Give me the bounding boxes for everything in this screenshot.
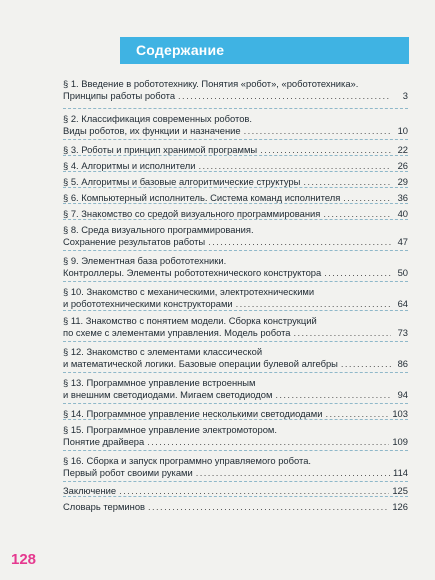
toc-entry-page: 114: [393, 467, 408, 478]
toc-entry-title-line: § 9. Элементная база робототехники.: [63, 255, 227, 266]
toc-entry-title-line: Словарь терминов: [63, 501, 146, 512]
toc-entry[interactable]: [63, 424, 408, 448]
toc-entry-title-line: Заключение: [63, 485, 117, 496]
toc-separator: [63, 403, 408, 404]
toc-entry-title-line: § 16. Сборка и запуск программно управляемого робота.: [63, 455, 312, 466]
toc-entry-title-line: § 11. Знакомство с понятием модели. Сборка конструкций: [63, 315, 317, 326]
toc-separator: [63, 171, 408, 172]
toc-entry-title-line: § 4. Алгоритмы и исполнители: [63, 160, 196, 171]
toc-entry-title-line: § 10. Знакомство с механическими, электротехническими: [63, 286, 315, 297]
toc-entry-title-line: § 8. Среда визуального программирования.: [63, 224, 254, 235]
toc-entry-page: 47: [397, 236, 408, 247]
toc-separator: [63, 372, 408, 373]
toc-entry-title-line: Сохранение результатов работы: [63, 236, 206, 247]
toc-entry-title-line: по схеме с элементами управления. Модель робота: [63, 327, 291, 338]
toc-entry[interactable]: [63, 377, 408, 401]
toc-separator: [63, 219, 408, 220]
leader-dots: [244, 125, 391, 137]
toc-entry-title-line: и внешним светодиодами. Мигаем светодиодом: [63, 389, 273, 400]
toc-separator: [63, 481, 408, 482]
toc-separator: [63, 155, 408, 156]
toc-entry-page: 40: [397, 208, 408, 219]
toc-entry[interactable]: [63, 113, 408, 137]
toc-separator: [63, 341, 408, 342]
leader-dots: [236, 298, 391, 310]
toc-separator: [63, 310, 408, 311]
toc-entry[interactable]: [63, 315, 408, 339]
toc-entry[interactable]: [63, 455, 408, 479]
toc-entry-title-line: § 14. Программное управление несколькими светодиодами: [63, 408, 323, 419]
toc-entry-page: 50: [397, 267, 408, 278]
toc-separator: [63, 496, 408, 497]
toc-entry-title-line: Принципы работы робота: [63, 90, 176, 101]
toc-entry-title-line: § 5. Алгоритмы и базовые алгоритмические структуры: [63, 176, 301, 187]
toc-entry-title-line: и робототехническими конструкторами: [63, 298, 233, 309]
toc-entry-page: 103: [392, 408, 408, 419]
toc-entry[interactable]: [63, 501, 408, 513]
leader-dots: [147, 436, 389, 448]
toc-entry-title-line: Первый робот своими руками: [63, 467, 193, 478]
page-number: 128: [11, 551, 37, 568]
toc-entry-title-line: § 3. Роботы и принцип хранимой программы: [63, 144, 258, 155]
toc-entry-title-line: § 1. Введение в робототехнику. Понятия «робот», «робототехника».: [63, 78, 359, 89]
toc-separator: [63, 108, 408, 109]
toc-entry-page: 94: [397, 389, 408, 400]
toc-entry[interactable]: [63, 286, 408, 310]
toc-entry-title-line: § 2. Классификация современных роботов.: [63, 113, 253, 124]
leader-dots: [208, 236, 391, 248]
toc-entry-page: 86: [397, 358, 408, 369]
toc-entry-title-line: Контроллеры. Элементы робототехнического конструктора: [63, 267, 322, 278]
toc-entry-page: 126: [392, 501, 408, 512]
leader-dots: [341, 358, 391, 370]
toc-separator: [63, 281, 408, 282]
toc-entry[interactable]: [63, 224, 408, 248]
toc-entry-title-line: § 13. Программное управление встроенным: [63, 377, 256, 388]
toc-entry-page: 109: [392, 436, 408, 447]
toc-entry-title-line: § 6. Компьютерный исполнитель. Система команд исполнителя: [63, 192, 341, 203]
toc-entry-page: 29: [397, 176, 408, 187]
toc-entry-page: 125: [392, 485, 408, 496]
leader-dots: [148, 501, 389, 513]
contents-header: [120, 37, 409, 64]
toc-separator: [63, 419, 408, 420]
toc-entry[interactable]: [63, 346, 408, 370]
contents-title: Содержание: [136, 42, 225, 58]
toc-separator: [63, 139, 408, 140]
toc-separator: [63, 187, 408, 188]
leader-dots: [294, 327, 391, 339]
toc-entry-page: 36: [397, 192, 408, 203]
toc-separator: [63, 450, 408, 451]
leader-dots: [178, 90, 391, 102]
toc-entry[interactable]: [63, 78, 408, 102]
leader-dots: [196, 467, 390, 479]
toc-separator: [63, 203, 408, 204]
toc-entry-page: 3: [402, 90, 408, 101]
toc-entry-title-line: Понятие драйвера: [63, 436, 145, 447]
toc-entry-page: 64: [397, 298, 408, 309]
leader-dots: [275, 389, 391, 401]
toc-entry-title-line: Виды роботов, их функции и назначение: [63, 125, 241, 136]
toc-entry-page: 10: [397, 125, 408, 136]
toc-entry-page: 73: [397, 327, 408, 338]
toc-entry-title-line: § 7. Знакомство со средой визуального программирования: [63, 208, 321, 219]
toc-entry-page: 22: [397, 144, 408, 155]
toc-separator: [63, 250, 408, 251]
toc-entry-title-line: § 15. Программное управление электромотором.: [63, 424, 277, 435]
leader-dots: [324, 267, 391, 279]
toc-entry[interactable]: [63, 255, 408, 279]
toc-entry-page: 26: [397, 160, 408, 171]
toc-entry-title-line: и математической логики. Базовые операции булевой алгебры: [63, 358, 338, 369]
toc-entry-title-line: § 12. Знакомство с элементами классической: [63, 346, 263, 357]
